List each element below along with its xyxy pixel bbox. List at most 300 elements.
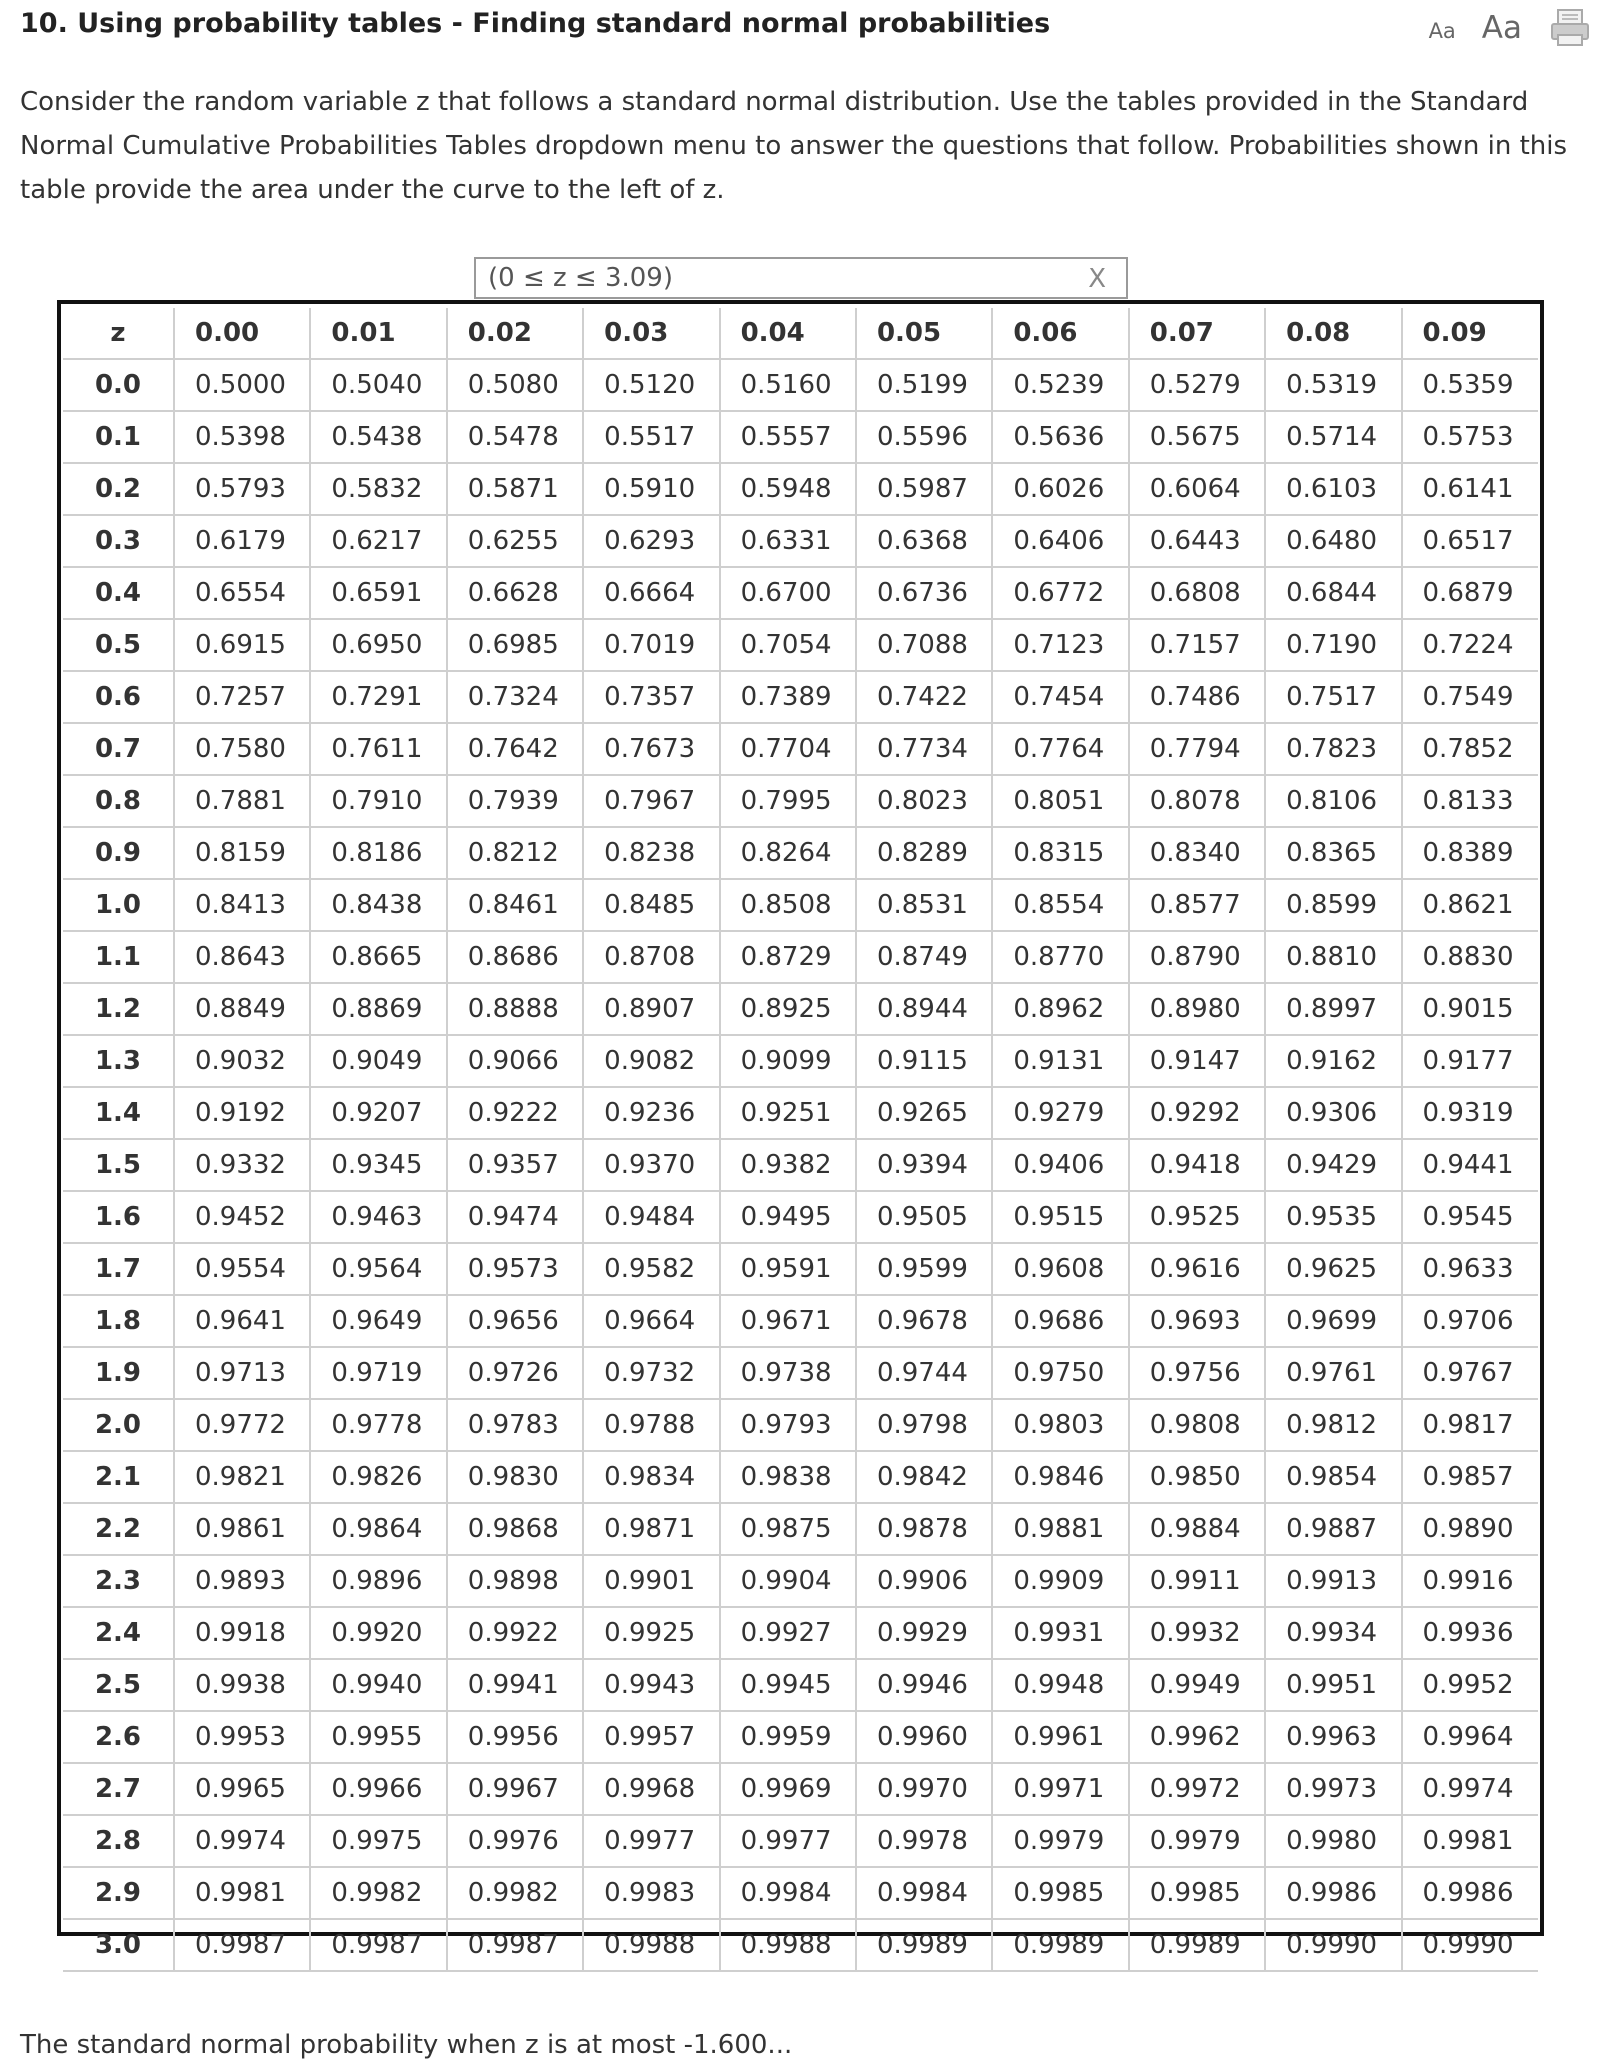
probability-cell: 0.7611 bbox=[310, 723, 446, 775]
probability-cell: 0.8508 bbox=[720, 879, 856, 931]
probability-cell: 0.8790 bbox=[1129, 931, 1265, 983]
probability-cell: 0.7910 bbox=[310, 775, 446, 827]
probability-cell: 0.6736 bbox=[856, 567, 992, 619]
probability-cell: 0.9332 bbox=[174, 1139, 310, 1191]
probability-cell: 0.9987 bbox=[310, 1919, 446, 1971]
table-row bbox=[63, 983, 1538, 1035]
probability-cell: 0.9965 bbox=[174, 1763, 310, 1815]
probability-cell: 0.8051 bbox=[992, 775, 1128, 827]
probability-cell: 0.9564 bbox=[310, 1243, 446, 1295]
probability-cell: 0.6443 bbox=[1129, 515, 1265, 567]
probability-cell: 0.9864 bbox=[310, 1503, 446, 1555]
probability-cell: 0.9788 bbox=[583, 1399, 719, 1451]
table-row bbox=[63, 1815, 1538, 1867]
probability-cell: 0.7794 bbox=[1129, 723, 1265, 775]
probability-cell: 0.9582 bbox=[583, 1243, 719, 1295]
probability-cell: 0.9162 bbox=[1265, 1035, 1401, 1087]
probability-cell: 0.6064 bbox=[1129, 463, 1265, 515]
z-value-cell: 2.8 bbox=[63, 1815, 174, 1867]
probability-cell: 0.6985 bbox=[447, 619, 583, 671]
probability-cell: 0.9913 bbox=[1265, 1555, 1401, 1607]
probability-cell: 0.9082 bbox=[583, 1035, 719, 1087]
probability-cell: 0.5557 bbox=[720, 411, 856, 463]
probability-cell: 0.9812 bbox=[1265, 1399, 1401, 1451]
probability-cell: 0.9495 bbox=[720, 1191, 856, 1243]
probability-cell: 0.9984 bbox=[720, 1867, 856, 1919]
table-row bbox=[63, 1607, 1538, 1659]
probability-cell: 0.9406 bbox=[992, 1139, 1128, 1191]
table-row bbox=[63, 827, 1538, 879]
probability-cell: 0.9525 bbox=[1129, 1191, 1265, 1243]
probability-cell: 0.9463 bbox=[310, 1191, 446, 1243]
z-value-cell: 1.5 bbox=[63, 1139, 174, 1191]
probability-cell: 0.5517 bbox=[583, 411, 719, 463]
table-row bbox=[63, 1451, 1538, 1503]
probability-cell: 0.7389 bbox=[720, 671, 856, 723]
probability-cell: 0.9909 bbox=[992, 1555, 1128, 1607]
probability-cell: 0.9985 bbox=[1129, 1867, 1265, 1919]
probability-cell: 0.8365 bbox=[1265, 827, 1401, 879]
z-value-cell: 0.8 bbox=[63, 775, 174, 827]
probability-cell: 0.9686 bbox=[992, 1295, 1128, 1347]
probability-cell: 0.9817 bbox=[1402, 1399, 1538, 1451]
z-value-cell: 0.0 bbox=[63, 359, 174, 411]
probability-cell: 0.7939 bbox=[447, 775, 583, 827]
probability-cell: 0.9986 bbox=[1265, 1867, 1401, 1919]
probability-cell: 0.9940 bbox=[310, 1659, 446, 1711]
probability-cell: 0.9015 bbox=[1402, 983, 1538, 1035]
probability-cell: 0.9857 bbox=[1402, 1451, 1538, 1503]
probability-cell: 0.8531 bbox=[856, 879, 992, 931]
probability-cell: 0.9699 bbox=[1265, 1295, 1401, 1347]
probability-cell: 0.9987 bbox=[447, 1919, 583, 1971]
dropdown-label: (0 ≤ z ≤ 3.09) bbox=[488, 263, 673, 293]
probability-cell: 0.8980 bbox=[1129, 983, 1265, 1035]
probability-cell: 0.9967 bbox=[447, 1763, 583, 1815]
table-row bbox=[63, 723, 1538, 775]
column-header: 0.06 bbox=[992, 308, 1128, 359]
z-value-cell: 1.4 bbox=[63, 1087, 174, 1139]
z-value-cell: 1.2 bbox=[63, 983, 174, 1035]
table-row bbox=[63, 1763, 1538, 1815]
probability-cell: 0.9803 bbox=[992, 1399, 1128, 1451]
z-value-cell: 0.7 bbox=[63, 723, 174, 775]
probability-cell: 0.9251 bbox=[720, 1087, 856, 1139]
probability-cell: 0.8485 bbox=[583, 879, 719, 931]
probability-cell: 0.8461 bbox=[447, 879, 583, 931]
probability-cell: 0.9963 bbox=[1265, 1711, 1401, 1763]
probability-cell: 0.5120 bbox=[583, 359, 719, 411]
column-header: 0.00 bbox=[174, 308, 310, 359]
table-row bbox=[63, 1659, 1538, 1711]
z-value-cell: 1.1 bbox=[63, 931, 174, 983]
probability-cell: 0.9871 bbox=[583, 1503, 719, 1555]
probability-cell: 0.8133 bbox=[1402, 775, 1538, 827]
table-row bbox=[63, 1035, 1538, 1087]
column-header: 0.07 bbox=[1129, 308, 1265, 359]
probability-cell: 0.5793 bbox=[174, 463, 310, 515]
probability-cell: 0.8159 bbox=[174, 827, 310, 879]
table-row bbox=[63, 1139, 1538, 1191]
probability-cell: 0.9713 bbox=[174, 1347, 310, 1399]
probability-cell: 0.9878 bbox=[856, 1503, 992, 1555]
probability-cell: 0.9898 bbox=[447, 1555, 583, 1607]
probability-cell: 0.8686 bbox=[447, 931, 583, 983]
probability-cell: 0.8289 bbox=[856, 827, 992, 879]
probability-cell: 0.9938 bbox=[174, 1659, 310, 1711]
probability-cell: 0.8869 bbox=[310, 983, 446, 1035]
table-row bbox=[63, 1295, 1538, 1347]
probability-cell: 0.9959 bbox=[720, 1711, 856, 1763]
probability-cell: 0.6331 bbox=[720, 515, 856, 567]
probability-cell: 0.6950 bbox=[310, 619, 446, 671]
probability-cell: 0.9979 bbox=[992, 1815, 1128, 1867]
z-value-cell: 0.3 bbox=[63, 515, 174, 567]
probability-cell: 0.9693 bbox=[1129, 1295, 1265, 1347]
probability-cell: 0.9772 bbox=[174, 1399, 310, 1451]
probability-cell: 0.9971 bbox=[992, 1763, 1128, 1815]
print-icon[interactable] bbox=[1550, 9, 1590, 47]
probability-cell: 0.9744 bbox=[856, 1347, 992, 1399]
probability-cell: 0.5675 bbox=[1129, 411, 1265, 463]
table-range-dropdown[interactable] bbox=[474, 257, 1128, 299]
probability-cell: 0.9115 bbox=[856, 1035, 992, 1087]
probability-cell: 0.9983 bbox=[583, 1867, 719, 1919]
probability-cell: 0.9842 bbox=[856, 1451, 992, 1503]
probability-cell: 0.9783 bbox=[447, 1399, 583, 1451]
probability-cell: 0.9147 bbox=[1129, 1035, 1265, 1087]
probability-cell: 0.9761 bbox=[1265, 1347, 1401, 1399]
probability-cell: 0.9952 bbox=[1402, 1659, 1538, 1711]
probability-cell: 0.9951 bbox=[1265, 1659, 1401, 1711]
probability-cell: 0.8621 bbox=[1402, 879, 1538, 931]
probability-cell: 0.5871 bbox=[447, 463, 583, 515]
probability-cell: 0.6406 bbox=[992, 515, 1128, 567]
probability-cell: 0.5910 bbox=[583, 463, 719, 515]
probability-cell: 0.8810 bbox=[1265, 931, 1401, 983]
probability-cell: 0.9808 bbox=[1129, 1399, 1265, 1451]
probability-cell: 0.6480 bbox=[1265, 515, 1401, 567]
probability-cell: 0.9750 bbox=[992, 1347, 1128, 1399]
probability-cell: 0.9988 bbox=[583, 1919, 719, 1971]
toolbar bbox=[1429, 6, 1590, 50]
probability-cell: 0.9394 bbox=[856, 1139, 992, 1191]
probability-cell: 0.9925 bbox=[583, 1607, 719, 1659]
probability-cell: 0.9671 bbox=[720, 1295, 856, 1347]
z-value-cell: 1.8 bbox=[63, 1295, 174, 1347]
probability-cell: 0.9987 bbox=[174, 1919, 310, 1971]
probability-cell: 0.9990 bbox=[1265, 1919, 1401, 1971]
z-value-cell: 1.6 bbox=[63, 1191, 174, 1243]
probability-cell: 0.9222 bbox=[447, 1087, 583, 1139]
probability-cell: 0.9922 bbox=[447, 1607, 583, 1659]
probability-cell: 0.9989 bbox=[856, 1919, 992, 1971]
table-row bbox=[63, 931, 1538, 983]
probability-cell: 0.9969 bbox=[720, 1763, 856, 1815]
probability-cell: 0.9418 bbox=[1129, 1139, 1265, 1191]
probability-cell: 0.9826 bbox=[310, 1451, 446, 1503]
decrease-font-button[interactable]: Aa bbox=[1428, 19, 1456, 43]
probability-cell: 0.7580 bbox=[174, 723, 310, 775]
table-body bbox=[63, 359, 1538, 1971]
probability-cell: 0.8389 bbox=[1402, 827, 1538, 879]
table-row bbox=[63, 1919, 1538, 1971]
z-value-cell: 0.1 bbox=[63, 411, 174, 463]
probability-cell: 0.5239 bbox=[992, 359, 1128, 411]
probability-cell: 0.8577 bbox=[1129, 879, 1265, 931]
probability-cell: 0.6628 bbox=[447, 567, 583, 619]
probability-cell: 0.6026 bbox=[992, 463, 1128, 515]
z-value-cell: 1.0 bbox=[63, 879, 174, 931]
probability-cell: 0.9357 bbox=[447, 1139, 583, 1191]
probability-cell: 0.8264 bbox=[720, 827, 856, 879]
probability-cell: 0.5832 bbox=[310, 463, 446, 515]
probability-cell: 0.9066 bbox=[447, 1035, 583, 1087]
probability-cell: 0.8438 bbox=[310, 879, 446, 931]
probability-cell: 0.9941 bbox=[447, 1659, 583, 1711]
probability-cell: 0.7967 bbox=[583, 775, 719, 827]
next-question-text: The standard normal probability when z is at most -1.600... bbox=[20, 2030, 793, 2060]
probability-cell: 0.9656 bbox=[447, 1295, 583, 1347]
table-row bbox=[63, 1555, 1538, 1607]
probability-cell: 0.9974 bbox=[1402, 1763, 1538, 1815]
z-value-cell: 1.3 bbox=[63, 1035, 174, 1087]
table-row bbox=[63, 567, 1538, 619]
probability-cell: 0.9649 bbox=[310, 1295, 446, 1347]
probability-cell: 0.9962 bbox=[1129, 1711, 1265, 1763]
probability-cell: 0.8925 bbox=[720, 983, 856, 1035]
probability-cell: 0.9452 bbox=[174, 1191, 310, 1243]
probability-cell: 0.9960 bbox=[856, 1711, 992, 1763]
probability-cell: 0.9948 bbox=[992, 1659, 1128, 1711]
probability-cell: 0.7764 bbox=[992, 723, 1128, 775]
probability-cell: 0.9474 bbox=[447, 1191, 583, 1243]
probability-cell: 0.9884 bbox=[1129, 1503, 1265, 1555]
z-value-cell: 3.0 bbox=[63, 1919, 174, 1971]
probability-cell: 0.6255 bbox=[447, 515, 583, 567]
close-icon[interactable]: X bbox=[1088, 264, 1106, 294]
probability-cell: 0.9956 bbox=[447, 1711, 583, 1763]
probability-cell: 0.9545 bbox=[1402, 1191, 1538, 1243]
probability-cell: 0.9573 bbox=[447, 1243, 583, 1295]
probability-cell: 0.9988 bbox=[720, 1919, 856, 1971]
probability-cell: 0.8665 bbox=[310, 931, 446, 983]
probability-cell: 0.9904 bbox=[720, 1555, 856, 1607]
probability-cell: 0.9881 bbox=[992, 1503, 1128, 1555]
probability-cell: 0.6591 bbox=[310, 567, 446, 619]
probability-cell: 0.9981 bbox=[174, 1867, 310, 1919]
probability-cell: 0.9177 bbox=[1402, 1035, 1538, 1087]
z-value-cell: 2.5 bbox=[63, 1659, 174, 1711]
probability-cell: 0.9706 bbox=[1402, 1295, 1538, 1347]
probability-cell: 0.5948 bbox=[720, 463, 856, 515]
probability-cell: 0.9931 bbox=[992, 1607, 1128, 1659]
table-row bbox=[63, 671, 1538, 723]
probability-cell: 0.6217 bbox=[310, 515, 446, 567]
probability-cell: 0.9920 bbox=[310, 1607, 446, 1659]
probability-cell: 0.9505 bbox=[856, 1191, 992, 1243]
probability-cell: 0.8554 bbox=[992, 879, 1128, 931]
probability-cell: 0.9236 bbox=[583, 1087, 719, 1139]
probability-cell: 0.5596 bbox=[856, 411, 992, 463]
probability-cell: 0.9846 bbox=[992, 1451, 1128, 1503]
probability-cell: 0.5987 bbox=[856, 463, 992, 515]
increase-font-button[interactable]: Aa bbox=[1481, 10, 1522, 46]
probability-cell: 0.9279 bbox=[992, 1087, 1128, 1139]
probability-cell: 0.6368 bbox=[856, 515, 992, 567]
probability-cell: 0.9678 bbox=[856, 1295, 992, 1347]
probability-cell: 0.9927 bbox=[720, 1607, 856, 1659]
probability-cell: 0.5753 bbox=[1402, 411, 1538, 463]
probability-cell: 0.6879 bbox=[1402, 567, 1538, 619]
probability-cell: 0.6844 bbox=[1265, 567, 1401, 619]
probability-cell: 0.9979 bbox=[1129, 1815, 1265, 1867]
table-row bbox=[63, 411, 1538, 463]
probability-cell: 0.5359 bbox=[1402, 359, 1538, 411]
z-value-cell: 0.5 bbox=[63, 619, 174, 671]
column-header: 0.05 bbox=[856, 308, 992, 359]
probability-cell: 0.9207 bbox=[310, 1087, 446, 1139]
table-row bbox=[63, 1399, 1538, 1451]
probability-cell: 0.8023 bbox=[856, 775, 992, 827]
table-row bbox=[63, 1347, 1538, 1399]
probability-cell: 0.8888 bbox=[447, 983, 583, 1035]
probability-cell: 0.9934 bbox=[1265, 1607, 1401, 1659]
probability-cell: 0.7324 bbox=[447, 671, 583, 723]
probability-cell: 0.9778 bbox=[310, 1399, 446, 1451]
probability-cell: 0.9929 bbox=[856, 1607, 992, 1659]
probability-cell: 0.8315 bbox=[992, 827, 1128, 879]
table-row bbox=[63, 619, 1538, 671]
probability-cell: 0.9868 bbox=[447, 1503, 583, 1555]
probability-cell: 0.7734 bbox=[856, 723, 992, 775]
table-header-row bbox=[63, 308, 1538, 359]
probability-cell: 0.9834 bbox=[583, 1451, 719, 1503]
probability-cell: 0.9608 bbox=[992, 1243, 1128, 1295]
probability-cell: 0.7642 bbox=[447, 723, 583, 775]
probability-cell: 0.6293 bbox=[583, 515, 719, 567]
probability-cell: 0.8729 bbox=[720, 931, 856, 983]
probability-cell: 0.6808 bbox=[1129, 567, 1265, 619]
column-header: 0.03 bbox=[583, 308, 719, 359]
table-row bbox=[63, 1191, 1538, 1243]
probability-cell: 0.5160 bbox=[720, 359, 856, 411]
probability-cell: 0.9949 bbox=[1129, 1659, 1265, 1711]
probability-cell: 0.7995 bbox=[720, 775, 856, 827]
probability-cell: 0.9982 bbox=[310, 1867, 446, 1919]
probability-cell: 0.9633 bbox=[1402, 1243, 1538, 1295]
z-value-cell: 2.9 bbox=[63, 1867, 174, 1919]
probability-cell: 0.7019 bbox=[583, 619, 719, 671]
probability-cell: 0.5319 bbox=[1265, 359, 1401, 411]
z-value-cell: 2.1 bbox=[63, 1451, 174, 1503]
probability-cell: 0.9591 bbox=[720, 1243, 856, 1295]
probability-cell: 0.9441 bbox=[1402, 1139, 1538, 1191]
probability-cell: 0.9911 bbox=[1129, 1555, 1265, 1607]
probability-cell: 0.6141 bbox=[1402, 463, 1538, 515]
table-row bbox=[63, 1503, 1538, 1555]
z-value-cell: 2.0 bbox=[63, 1399, 174, 1451]
z-value-cell: 2.7 bbox=[63, 1763, 174, 1815]
probability-cell: 0.9977 bbox=[720, 1815, 856, 1867]
probability-cell: 0.8643 bbox=[174, 931, 310, 983]
probability-cell: 0.9972 bbox=[1129, 1763, 1265, 1815]
probability-cell: 0.9916 bbox=[1402, 1555, 1538, 1607]
probability-cell: 0.7823 bbox=[1265, 723, 1401, 775]
probability-cell: 0.9719 bbox=[310, 1347, 446, 1399]
probability-cell: 0.7517 bbox=[1265, 671, 1401, 723]
probability-cell: 0.9850 bbox=[1129, 1451, 1265, 1503]
probability-cell: 0.7054 bbox=[720, 619, 856, 671]
probability-cell: 0.9726 bbox=[447, 1347, 583, 1399]
probability-cell: 0.9906 bbox=[856, 1555, 992, 1607]
probability-cell: 0.9875 bbox=[720, 1503, 856, 1555]
probability-cell: 0.9974 bbox=[174, 1815, 310, 1867]
probability-cell: 0.9032 bbox=[174, 1035, 310, 1087]
probability-cell: 0.9964 bbox=[1402, 1711, 1538, 1763]
probability-cell: 0.9838 bbox=[720, 1451, 856, 1503]
probability-cell: 0.9970 bbox=[856, 1763, 992, 1815]
probability-cell: 0.9821 bbox=[174, 1451, 310, 1503]
probability-cell: 0.9981 bbox=[1402, 1815, 1538, 1867]
probability-cell: 0.8830 bbox=[1402, 931, 1538, 983]
table-row bbox=[63, 359, 1538, 411]
probability-cell: 0.5398 bbox=[174, 411, 310, 463]
probability-cell: 0.8944 bbox=[856, 983, 992, 1035]
probability-cell: 0.9990 bbox=[1402, 1919, 1538, 1971]
probability-cell: 0.8708 bbox=[583, 931, 719, 983]
probability-cell: 0.8962 bbox=[992, 983, 1128, 1035]
probability-cell: 0.9370 bbox=[583, 1139, 719, 1191]
probability-cell: 0.9616 bbox=[1129, 1243, 1265, 1295]
probability-cell: 0.5000 bbox=[174, 359, 310, 411]
z-value-cell: 2.2 bbox=[63, 1503, 174, 1555]
table-row bbox=[63, 1087, 1538, 1139]
probability-cell: 0.9982 bbox=[447, 1867, 583, 1919]
probability-cell: 0.7357 bbox=[583, 671, 719, 723]
probability-cell: 0.9429 bbox=[1265, 1139, 1401, 1191]
probability-cell: 0.9986 bbox=[1402, 1867, 1538, 1919]
column-header: z bbox=[63, 308, 174, 359]
probability-cell: 0.9484 bbox=[583, 1191, 719, 1243]
probability-cell: 0.9515 bbox=[992, 1191, 1128, 1243]
probability-cell: 0.9625 bbox=[1265, 1243, 1401, 1295]
probability-cell: 0.9049 bbox=[310, 1035, 446, 1087]
probability-cell: 0.9887 bbox=[1265, 1503, 1401, 1555]
column-header: 0.04 bbox=[720, 308, 856, 359]
probability-cell: 0.7190 bbox=[1265, 619, 1401, 671]
probability-cell: 0.9535 bbox=[1265, 1191, 1401, 1243]
probability-cell: 0.9345 bbox=[310, 1139, 446, 1191]
probability-cell: 0.9861 bbox=[174, 1503, 310, 1555]
probability-cell: 0.9599 bbox=[856, 1243, 992, 1295]
probability-cell: 0.7881 bbox=[174, 775, 310, 827]
probability-cell: 0.9854 bbox=[1265, 1451, 1401, 1503]
z-value-cell: 2.4 bbox=[63, 1607, 174, 1659]
probability-cell: 0.9664 bbox=[583, 1295, 719, 1347]
probability-cell: 0.6700 bbox=[720, 567, 856, 619]
probability-cell: 0.5438 bbox=[310, 411, 446, 463]
probability-cell: 0.9989 bbox=[1129, 1919, 1265, 1971]
probability-cell: 0.9738 bbox=[720, 1347, 856, 1399]
intro-text: Consider the random variable z that follows a standard normal distribution. Use the tables provided in the Standard Normal Cumulative Probabilities Tables dropdown menu to answer the questions that follow. Probabilities shown in this table provide the area under the curve to the left of z. bbox=[20, 87, 1568, 205]
probability-cell: 0.9955 bbox=[310, 1711, 446, 1763]
probability-cell: 0.9641 bbox=[174, 1295, 310, 1347]
probability-cell: 0.9984 bbox=[856, 1867, 992, 1919]
probability-cell: 0.8212 bbox=[447, 827, 583, 879]
probability-cell: 0.9932 bbox=[1129, 1607, 1265, 1659]
probability-cell: 0.9793 bbox=[720, 1399, 856, 1451]
